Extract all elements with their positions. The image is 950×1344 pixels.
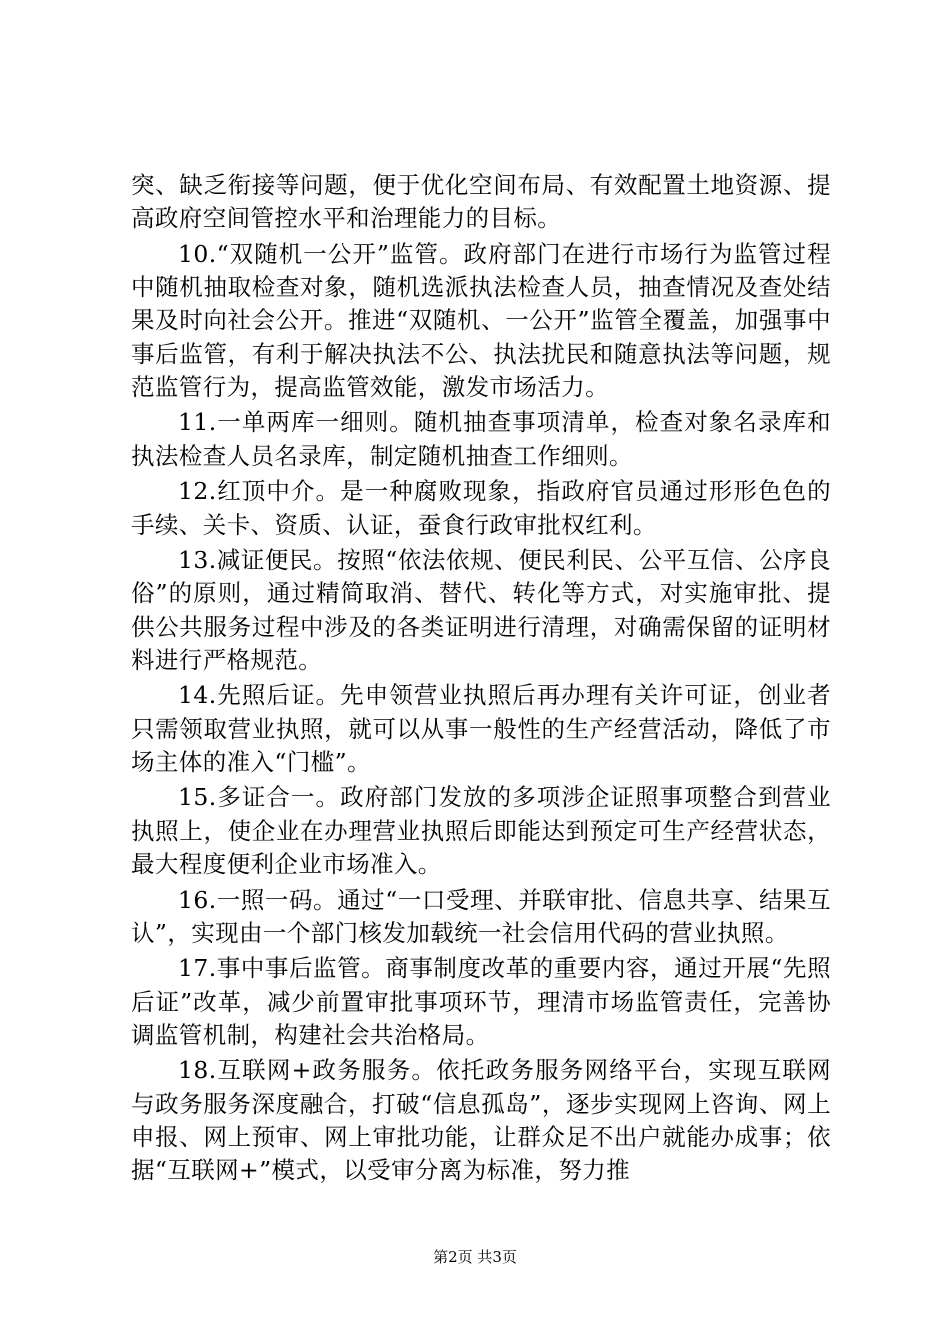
- paragraph-item-12: 12.红顶中介。是一种腐败现象，指政府官员通过形形色色的手续、关卡、资质、认证，蚕食行政审批权红利。: [131, 477, 831, 539]
- paragraph-item-13: 13.减证便民。按照“依法依规、便民利民、公平互信、公序良俗”的原则，通过精简取消、替代、转化等方式，对实施审批、提供公共服务过程中涉及的各类证明进行清理，对确需保留的证明材料进行严格规范。: [131, 546, 831, 674]
- paragraph-item-18: 18.互联网+政务服务。依托政务服务网络平台，实现互联网与政务服务深度融合，打破“信息孤岛”，逐步实现网上咨询、网上申报、网上预审、网上审批功能，让群众足不出户就能办成事；依据“互联网+”模式，以受审分离为标准，努力推: [131, 1056, 831, 1185]
- document-body: [131, 169, 831, 1190]
- paragraph-item-15: 15.多证合一。政府部门发放的多项涉企证照事项整合到营业执照上，使企业在办理营业执照后即能达到预定可生产经营状态，最大程度便利企业市场准入。: [131, 783, 831, 879]
- page-number-footer: 第2页 共3页: [433, 1248, 517, 1266]
- paragraph-item-16: 16.一照一码。通过“一口受理、并联审批、信息共享、结果互认”，实现由一个部门核发加载统一社会信用代码的营业执照。: [131, 885, 831, 947]
- paragraph-item-10: 10.“双随机一公开”监管。政府部门在进行市场行为监管过程中随机抽取检查对象，随机选派执法检查人员，抽查情况及查处结果及时向社会公开。推进“双随机、一公开”监管全覆盖，加强事中事后监管，有利于解决执法不公、执法扰民和随意执法等问题，规范监管行为，提高监管效能，激发市场活力。: [131, 239, 831, 401]
- paragraph-item-11: 11.一单两库一细则。随机抽查事项清单，检查对象名录库和执法检查人员名录库，制定随机抽查工作细则。: [131, 408, 831, 470]
- paragraph-item-14: 14.先照后证。先申领营业执照后再办理有关许可证，创业者只需领取营业执照，就可以从事一般性的生产经营活动，降低了市场主体的准入“门槛”。: [131, 681, 831, 776]
- paragraph-continuation: 突、缺乏衔接等问题，便于优化空间布局、有效配置土地资源、提高政府空间管控水平和治理能力的目标。: [131, 171, 831, 233]
- paragraph-item-17: 17.事中事后监管。商事制度改革的重要内容，通过开展“先照后证”改革，减少前置审批事项环节，理清市场监管责任，完善协调监管机制，构建社会共治格局。: [131, 954, 831, 1049]
